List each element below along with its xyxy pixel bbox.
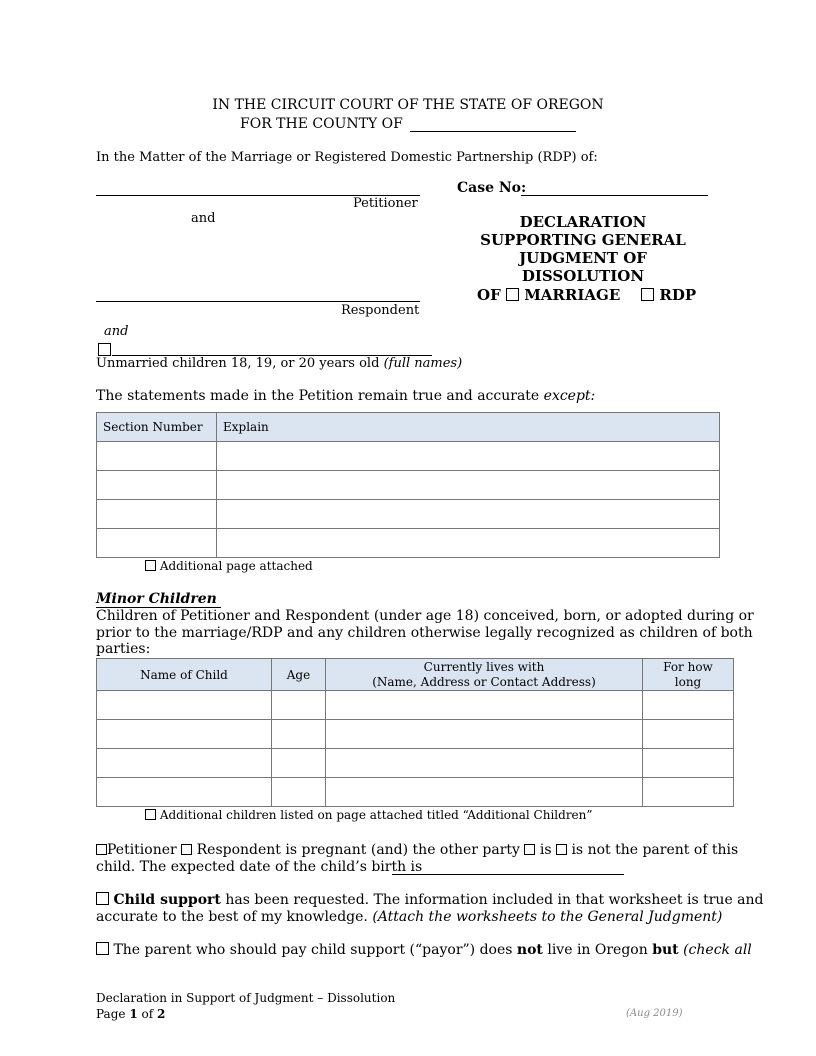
doc-title-line-5 [477,286,696,304]
revision-date: (Aug 2019) [626,1008,683,1019]
footer-page-number [96,1007,165,1021]
explain-cell[interactable] [217,471,720,500]
col-lives-with-2: (Name, Address or Contact Address) [372,674,596,689]
col-how-long-2: long [674,674,702,689]
adult-children-label [96,356,462,371]
page-total: 2 [157,1007,166,1021]
page-current: 1 [129,1007,138,1021]
child-name-cell[interactable] [97,778,272,807]
court-title: IN THE CIRCUIT COURT OF THE STATE OF OREGON [212,97,604,113]
minor-children-heading: Minor Children [96,591,221,608]
pregnancy-respondent-checkbox[interactable] [181,844,192,855]
doc-title-line-3: JUDGMENT OF [519,249,647,267]
doc-title-line-4: DISSOLUTION [521,267,645,285]
minor-children-desc-2: prior to the marriage/RDP and any children otherwise legally recognized as children of both [96,625,753,641]
age-cell[interactable] [272,778,326,807]
table-row [97,720,734,749]
explain-cell[interactable] [217,529,720,558]
payor-not: not [516,942,543,958]
section-cell[interactable] [97,529,217,558]
additional-children-label: Additional children listed on page attached titled “Additional Children” [159,808,593,822]
pregnancy-petitioner-checkbox[interactable] [96,844,107,855]
child-name-cell[interactable] [97,691,272,720]
lives-with-cell[interactable] [326,778,643,807]
footer-title: Declaration in Support of Judgment – Dissolution [96,991,396,1005]
col-how-long-1: For how [663,659,713,674]
marriage-checkbox[interactable] [506,288,519,301]
child-support-line-2 [96,909,722,925]
child-name-cell[interactable] [97,720,272,749]
adult-children-text: Unmarried children 18, 19, or 20 years old [96,356,380,371]
col-age: Age [272,659,326,691]
col-child-name: Name of Child [97,659,272,691]
how-long-cell[interactable] [643,691,734,720]
additional-page-label: Additional page attached [159,559,313,573]
and-label-2: and [104,324,129,339]
child-support-checkbox[interactable] [96,892,109,905]
doc-title-line-2: SUPPORTING GENERAL [480,231,686,249]
section-cell[interactable] [97,500,217,529]
how-long-cell[interactable] [643,778,734,807]
case-number-label: Case No: [457,180,527,196]
minor-children-desc-3: parties: [96,641,151,657]
parent-is-label: is [539,842,552,858]
child-support-line-1 [96,892,764,908]
payor-text-1: The parent who should pay child support (“payor”) does [113,942,513,958]
table-row [97,529,720,558]
parent-is-not-label: is not the parent of this [571,842,739,858]
col-lives-with [326,659,643,691]
additional-children-checkbox[interactable] [145,809,156,820]
section-cell[interactable] [97,442,217,471]
parent-is-checkbox[interactable] [524,844,535,855]
county-field[interactable] [410,131,576,132]
col-section-number: Section Number [97,413,217,442]
and-label: and [191,211,216,226]
children-header-row [97,659,734,691]
children-table [96,658,734,807]
age-cell[interactable] [272,749,326,778]
respondent-label: Respondent [341,303,420,318]
how-long-cell[interactable] [643,720,734,749]
table-row [97,749,734,778]
county-label: FOR THE COUNTY OF [240,116,403,132]
how-long-cell[interactable] [643,749,734,778]
petitioner-label: Petitioner [353,196,418,211]
pregnancy-respondent-text: Respondent is pregnant (and) the other party [196,842,520,858]
age-cell[interactable] [272,720,326,749]
section-cell[interactable] [97,471,217,500]
rdp-label: RDP [659,286,697,304]
table-row [97,442,720,471]
child-name-cell[interactable] [97,749,272,778]
adult-children-italic: (full names) [383,356,463,371]
pregnancy-line-2: child. The expected date of the child’s birth is [96,859,423,875]
payor-check-all: (check all [683,942,752,958]
child-support-bold: Child support [113,892,221,908]
child-support-rest: has been requested. The information included in that worksheet is true and [225,892,764,908]
respondent-name-field[interactable] [96,301,420,302]
payor-line [96,942,752,958]
child-support-line-2-italic: (Attach the worksheets to the General Judgment) [372,909,723,925]
marriage-label: MARRIAGE [524,286,621,304]
col-how-long [643,659,734,691]
table-header-row [97,413,720,442]
page-word: Page [96,1007,126,1021]
child-support-line-2-text: accurate to the best of my knowledge. [96,909,368,925]
table-row [97,778,734,807]
explain-cell[interactable] [217,442,720,471]
rdp-checkbox[interactable] [641,288,654,301]
pregnancy-petitioner-label: Petitioner [107,842,177,858]
adult-children-checkbox[interactable] [98,343,111,356]
lives-with-cell[interactable] [326,691,643,720]
pregnancy-line-1 [96,842,738,858]
col-lives-with-1: Currently lives with [423,659,545,674]
additional-page-row [145,559,313,573]
additional-children-row [145,808,593,822]
lives-with-cell[interactable] [326,749,643,778]
birth-date-field[interactable] [392,874,624,875]
lives-with-cell[interactable] [326,720,643,749]
payor-but: but [652,942,679,958]
payor-text-2: live in Oregon [547,942,648,958]
minor-children-desc-1: Children of Petitioner and Respondent (under age 18) conceived, born, or adopted during or [96,608,754,624]
parent-is-not-checkbox[interactable] [556,844,567,855]
of-label: OF [477,286,501,304]
additional-page-checkbox[interactable] [145,560,156,571]
col-explain: Explain [217,413,720,442]
table-row [97,691,734,720]
matter-line: In the Matter of the Marriage or Registered Domestic Partnership (RDP) of: [96,150,598,165]
explain-cell[interactable] [217,500,720,529]
doc-title-line-1: DECLARATION [519,213,647,231]
age-cell[interactable] [272,691,326,720]
table-row [97,500,720,529]
table-row [97,471,720,500]
statements-table [96,412,720,558]
payor-checkbox[interactable] [96,942,109,955]
case-number-field[interactable] [521,195,708,196]
statements-main: The statements made in the Petition remain true and accurate [96,388,540,404]
statements-text [96,388,595,404]
page-of: of [141,1007,154,1021]
statements-except: except: [543,388,596,404]
